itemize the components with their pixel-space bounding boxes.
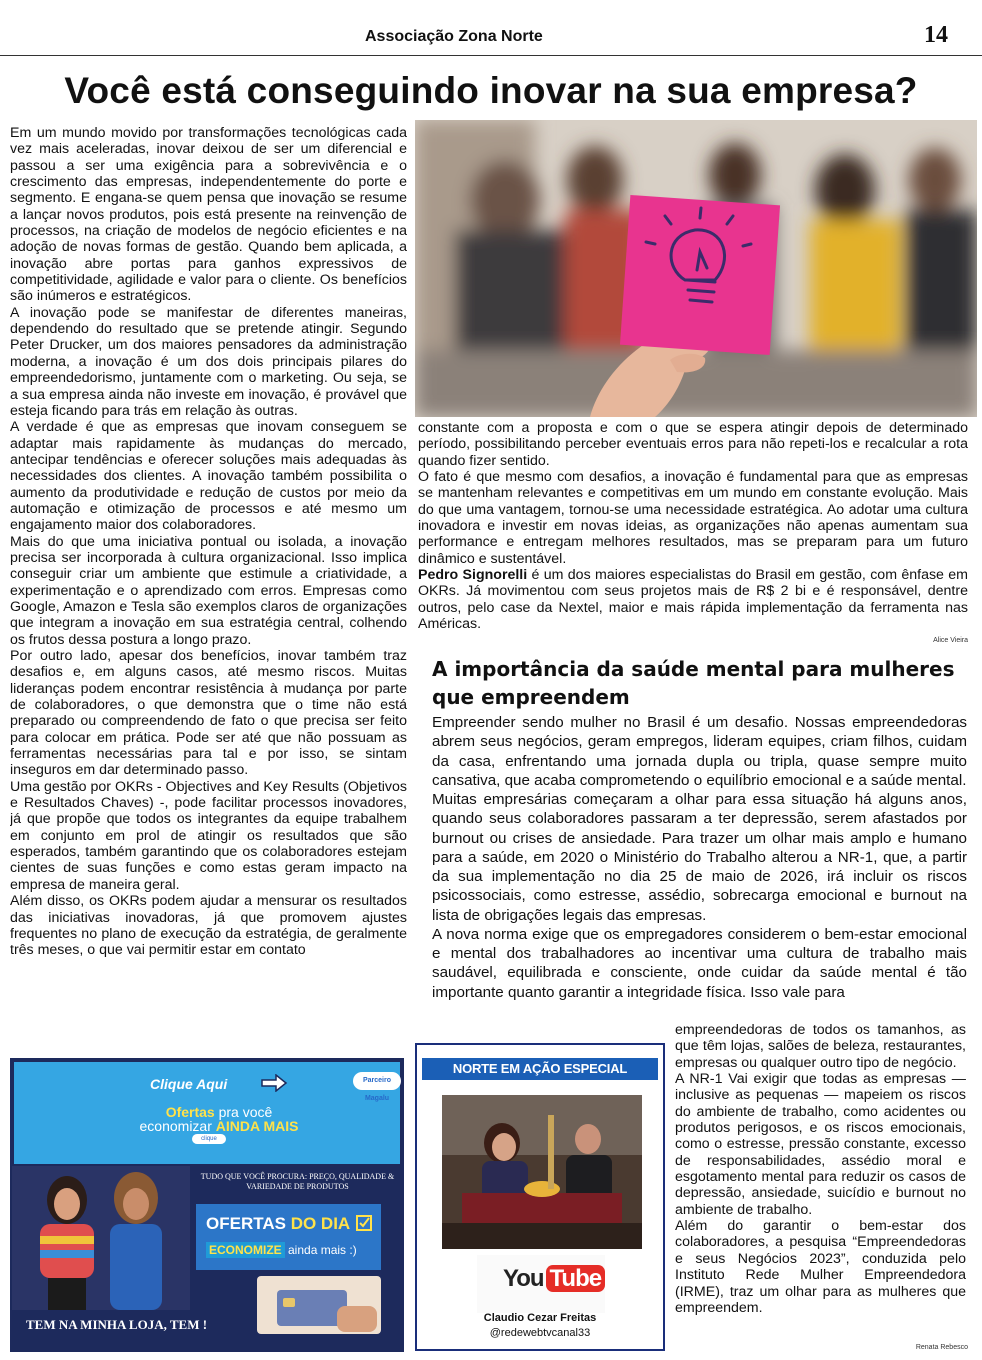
- header-divider: [0, 55, 982, 56]
- ad-tagline: TUDO QUE VOCÊ PROCURA: PREÇO, QUALIDADE & VARIEDADE DE PRODUTOS: [200, 1172, 395, 1191]
- author-bio: [418, 567, 968, 632]
- norte-em-acao-box: [415, 1043, 665, 1351]
- arrow-right-icon: [260, 1074, 288, 1092]
- channel-handle[interactable]: @redewebtvcanal33: [489, 1327, 591, 1339]
- offers-headline: [94, 1105, 344, 1133]
- offers-title-word: OFERTAS: [206, 1214, 286, 1233]
- paragraph: Além do garantir o bem-estar dos colaboradores, a pesquisa “Empreendedoras e seus Negócios 2023”, conduzida pelo Instituto Rede Mulher Empreendedora (IRME), traz um olhar para as mulheres que empreendem.: [675, 1218, 966, 1316]
- article2-body: [432, 713, 967, 1018]
- article2-credit: Renata Rebesco: [915, 1344, 968, 1351]
- norte-em-acao-banner: NORTE EM AÇÃO ESPECIAL: [422, 1058, 658, 1080]
- article-continuation: [418, 420, 968, 650]
- checkbox-icon: [356, 1215, 372, 1231]
- paragraph: Por outro lado, apesar dos benefícios, inovar também traz desafios e, em alguns casos, até mesmo riscos. Muitas lideranças podem encontrar resistência à mudança por parte de colaboradores, o que demonstra que o time não está preparado ou compreendendo de fato o que precisa ser feito para colocar em prática. Pode ser até que não possuam as ferramentas necessárias para tal e por isso, se sintam inseguros em dar determinado passo.: [10, 648, 407, 779]
- article2-right-column: [675, 1022, 966, 1352]
- offers-line2: economizar: [139, 1118, 216, 1134]
- youtube-link[interactable]: [477, 1255, 605, 1313]
- paragraph: constante com a proposta e com o que se espera atingir depois de determinado período, possibilitando perceber eventuais erros para não repeti-los e recalcular a rota quando fizer sentido.: [418, 420, 968, 469]
- economize-bold: ECONOMIZE: [206, 1242, 285, 1258]
- economize-rest: ainda mais :): [284, 1243, 357, 1257]
- daily-offers-box[interactable]: [196, 1204, 381, 1270]
- innovation-photo: [415, 120, 977, 417]
- author-name: Pedro Signorelli: [418, 567, 528, 584]
- models-photo: [12, 1166, 190, 1310]
- daily-offers-title: [206, 1214, 350, 1234]
- paragraph: Em um mundo movido por transformações tecnológicas cada vez mais aceleradas, inovar deixou de ser um diferencial e passou a ser uma exigência para a sobrevivência e o crescimento das empresas, independentemente do porte e segmento. E engana-se quem pensa que inovação se resume a lançar novos produtos, pois está presente na reinvenção de processos, na criação de modelos de negócio eficientes e na adoção de novas formas de gestão. Quando bem aplicada, a inovação abre portas para ganhos expressivos de competitividade, agilidade e valor para o cliente. Os benefícios são inúmeros e estratégicos.: [10, 125, 407, 305]
- offers-rest: pra você: [214, 1104, 273, 1120]
- association-name: Associação Zona Norte: [365, 28, 543, 45]
- ad-top-banner[interactable]: [14, 1062, 400, 1164]
- paragraph: A NR-1 Vai exigir que todas as empresas — inclusive as pequenas — mapeiem os riscos do ambiente de trabalho, como acidentes ou produtos perigosos, e os riscos emocionais, como o estresse, pressão constante, excesso de responsabilidades, assédio moral e esgotamento mental para reduzir os casos de depressão, ansiedade, suicídio e burnout no ambiente de trabalho.: [675, 1071, 966, 1218]
- hosts-photo: [442, 1095, 642, 1249]
- youtube-tube: Tube: [546, 1265, 606, 1292]
- paragraph: Mais do que uma iniciativa pontual ou isolada, a inovação precisa ser incorporada à cultura organizacional. Isso implica conseguir criar um ambiente que estimule a criatividade, a experimentação e o aprendizado com erros. Empresas como Google, Amazon e Tesla são exemplos claros de organizações que integram a inovação em sua estratégia central, colhendo os frutos dessa postura a longo prazo.: [10, 533, 407, 648]
- store-advertisement[interactable]: [10, 1058, 404, 1352]
- paragraph: empreendedoras de todos os tamanhos, as que têm lojas, salões de beleza, restaurantes, empresas ou qualquer outro tipo de negócio.: [675, 1022, 966, 1071]
- youtube-logo-icon[interactable]: [503, 1265, 605, 1293]
- paragraph: A verdade é que as empresas que inovam conseguem se adaptar mais rapidamente às mudanças do mercado, antecipar tendências e oferecer soluções mais adequadas às necessidades dos clientes. A inovação também possibilita o aumento da produtividade e redução de custos por meio da automação e otimização de processos e até mesmo um engajamento maior dos colaboradores.: [10, 419, 407, 534]
- paragraph: A nova norma exige que os empregadores considerem o bem-estar emocional e mental dos trabalhadores ao incentivar uma cultura de trabalho mais saudável, equilibrada e consciente, onde cuidar da saúde mental é tão importante quanto garantir a integridade física. Isso vale para: [432, 925, 967, 1001]
- paragraph: Além disso, os OKRs podem ajudar a mensurar os resultados das iniciativas inovadoras, já que promovem ajustes frequentes no plano de execução da estratégia, de geralmente três meses, o que vai permitir estar em contato: [10, 893, 407, 959]
- economize-line: [206, 1243, 357, 1257]
- article-left-column: [10, 125, 407, 1045]
- offers-line2-bold: AINDA MAIS: [215, 1118, 299, 1134]
- youtube-you: You: [503, 1265, 544, 1292]
- partner-badge: Parceiro Magalu: [353, 1072, 401, 1090]
- ad-footer-slogan: TEM NA MINHA LOJA, TEM !: [26, 1317, 208, 1332]
- offers-word: Ofertas: [165, 1104, 215, 1120]
- paragraph: O fato é que mesmo com desafios, a inovação é fundamental para que as empresas se mantenham relevantes e competitivas em um mundo em constante evolução. Mais do que uma vantagem, tornou-se uma necessidade estratégica. Ao adotar uma cultura inovadora e investir em novas ideias, as organizações não apenas aumentam sua performance e entregam melhores resultados, mas se preparam para um futuro dinâmico e sustentável.: [418, 469, 968, 567]
- author-bio-text: é um dos maiores especialistas do Brasil em gestão, com ênfase em OKRs. Já movimentou com seus projetos mais de R$ 2 bi e é responsável, dentre outros, pelo case da Nextel, maior e mais rápida implementação da ferramenta nas Américas.: [418, 567, 968, 633]
- paragraph: A inovação pode se manifestar de diferentes maneiras, dependendo do resultado que se pretende atingir. Segundo Peter Drucker, um dos maiores pensadores da administração moderna, a inovação é um dos dois principais pilares do empreendedorismo, juntamente com o marketing. Ou seja, se a sua empresa ainda não investe em inovação, é provável que esteja ficando para trás em relação às outras.: [10, 304, 407, 419]
- click-pill-button[interactable]: clique: [192, 1134, 226, 1144]
- paragraph: Uma gestão por OKRs - Objectives and Key Results (Objetivos e Resultados Chaves) -, pode facilitar processos inovadores, já que propõe que todos os integrantes da equipe trabalhem em conjunto em prol de atingir os resultados que são esperados, também garantindo que os colaboradores estejam cientes de suas funções e como estas geram impacto na empresa de maneira geral.: [10, 778, 407, 893]
- credit-card-hand-illustration: [257, 1276, 381, 1334]
- page-number: 14: [924, 22, 948, 48]
- host-name: Claudio Cezar Freitas: [483, 1312, 597, 1324]
- sticky-note-lightbulb-illustration: [415, 120, 977, 417]
- paragraph: Muitas empresárias começaram a olhar para essa situação há alguns anos, quando seus colaboradores passaram a ter depressão, serem afastados por burnout ou crises de ansiedade. Para trazer um olhar mais amplo e humano para a saúde, em 2020 o Ministério do Trabalho alterou a NR-1, que, a partir da sua implementação no dia 25 de maio de 2026, irá incluir os riscos psicossociais, como estresse, assédio, sobrecarga emocional e burnout na lista de obrigações legais das empresas.: [432, 791, 967, 924]
- photo-credit: Alice Vieira: [933, 637, 968, 644]
- credit-card-icon: [257, 1276, 381, 1334]
- article2-headline: A importância da saúde mental para mulheres que empreendem: [432, 657, 955, 709]
- article-headline: Você está conseguindo inovar na sua empresa?: [64, 70, 918, 111]
- hosts-image: [442, 1095, 642, 1249]
- paragraph: Empreender sendo mulher no Brasil é um desafio. Nossas empreendedoras abrem seus negócios, geram empregos, lideram equipes, criam filhos, cuidam da casa, enfrentando uma jornada dupla ou tripla, quase sempre muito cansativa, que acaba comprometendo o equilíbrio emocional e a saúde mental.: [432, 714, 967, 789]
- click-here-button[interactable]: Clique Aqui: [150, 1076, 228, 1092]
- offers-title-rest: DO DIA: [285, 1214, 351, 1233]
